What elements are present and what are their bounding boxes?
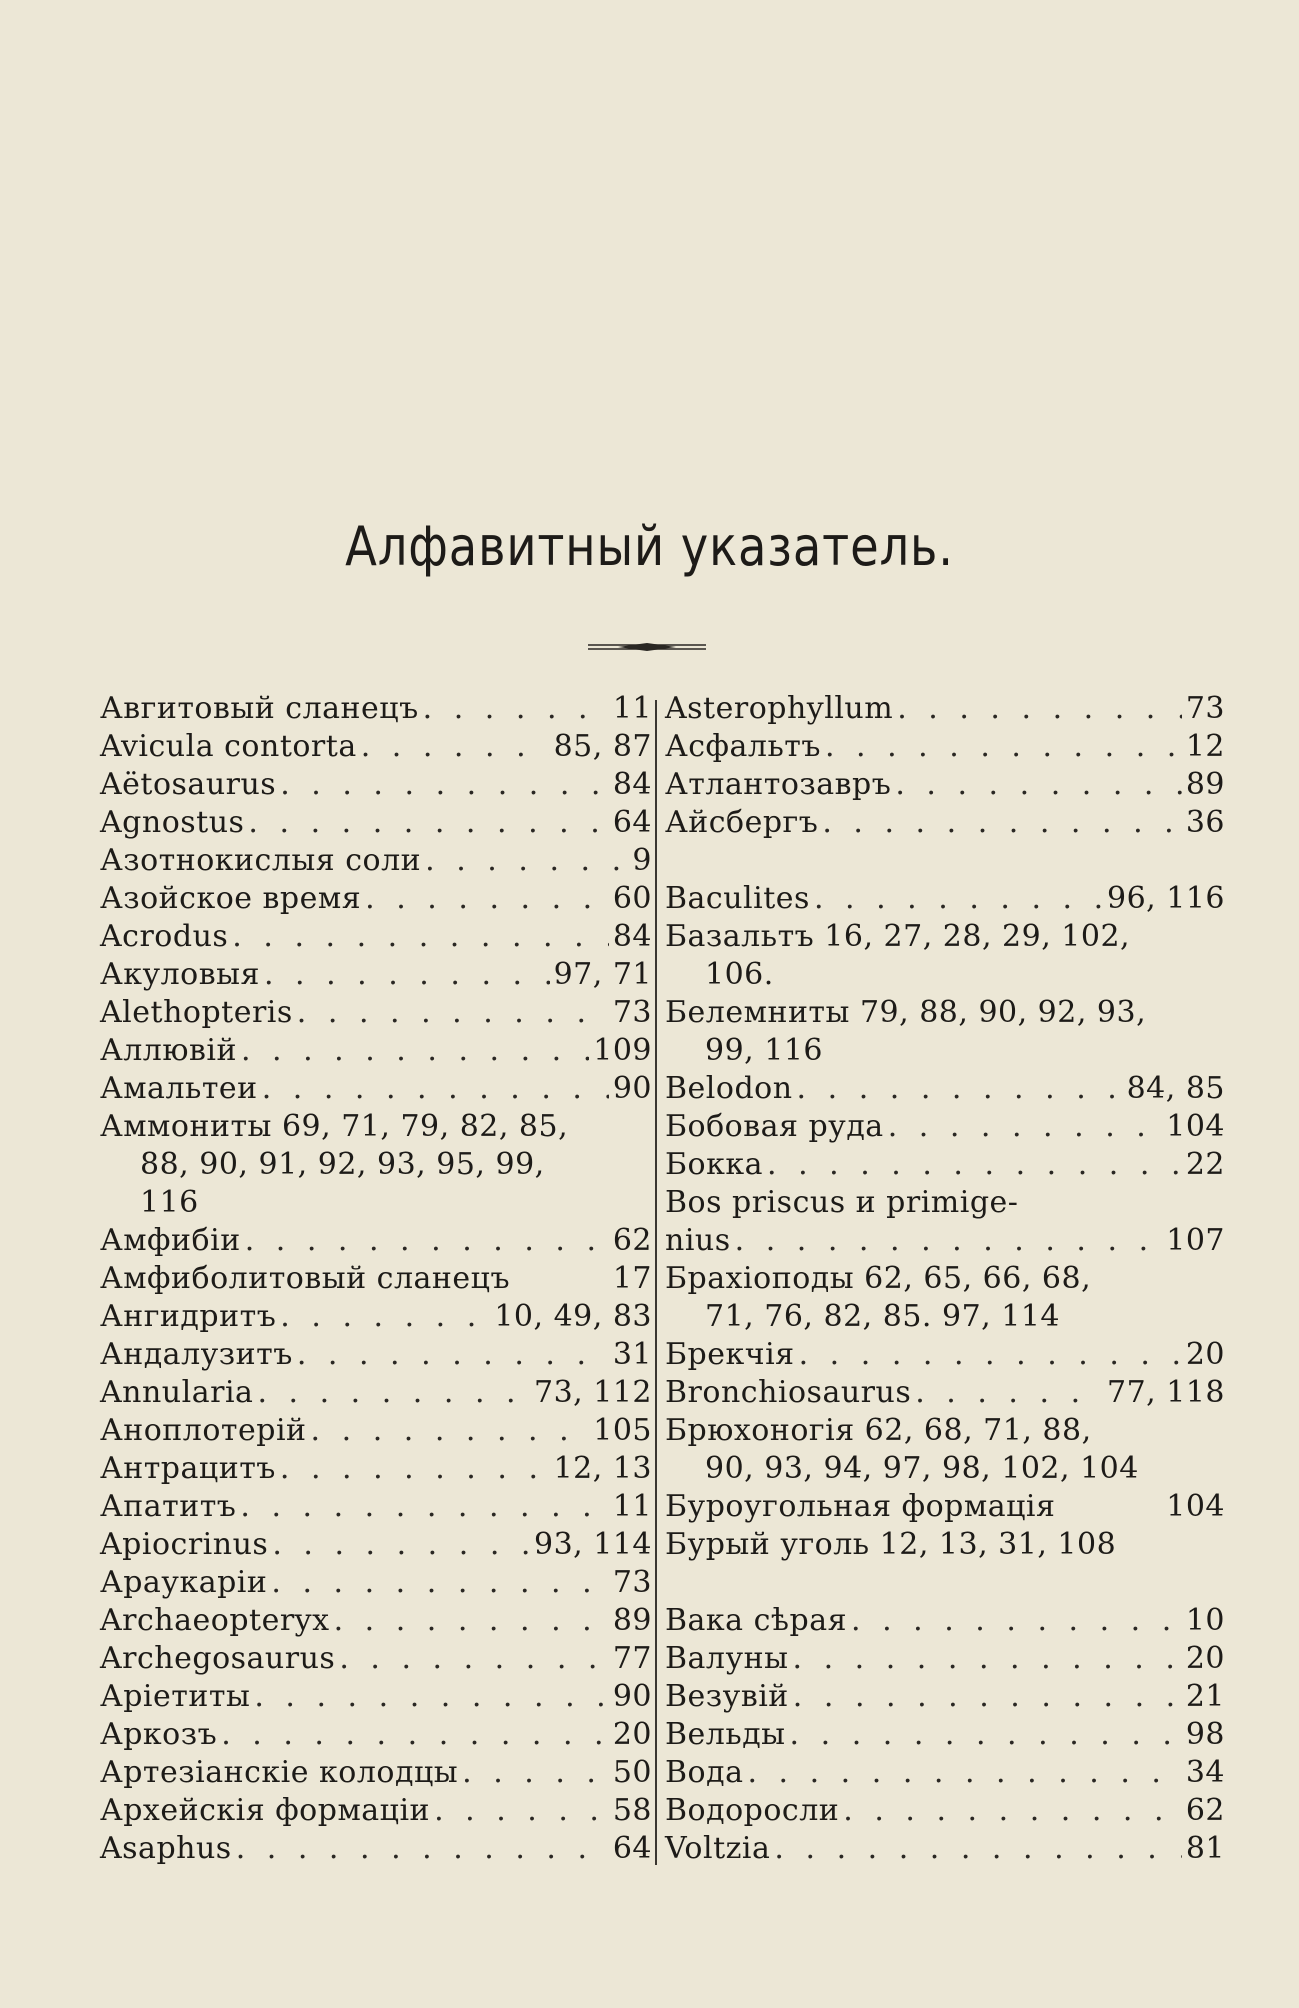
index-pages: 81: [1185, 1831, 1225, 1866]
index-pages: 12, 13: [553, 1451, 652, 1486]
index-entry-line: [665, 766, 1225, 804]
index-term: Брекчія: [665, 1337, 795, 1372]
index-pages: 58: [612, 1793, 652, 1828]
index-continuation: 99, 116: [705, 1033, 824, 1068]
index-term: Бурый уголь 12, 13, 31, 108: [665, 1527, 1117, 1562]
dot-leader: [245, 1222, 609, 1260]
index-entry-line: [665, 690, 1225, 728]
index-pages: 9: [632, 843, 652, 878]
index-entry: [665, 690, 1225, 728]
index-term: Asaphus: [100, 1831, 232, 1866]
index-pages: 20: [1185, 1337, 1225, 1372]
index-entry: [100, 1032, 652, 1070]
dot-leader: [297, 994, 609, 1032]
dot-leader: [735, 1222, 1163, 1260]
index-pages: 90: [612, 1071, 652, 1106]
index-entry-line: [100, 1108, 652, 1146]
index-entry-line: [665, 1526, 1225, 1564]
dot-leader: [825, 728, 1182, 766]
index-entry: [665, 918, 1225, 994]
index-entry-line: [665, 1412, 1225, 1450]
index-term: Аноплотерій: [100, 1413, 307, 1448]
index-entry: [665, 880, 1225, 918]
index-continuation: 71, 76, 82, 85. 97, 114: [705, 1299, 1060, 1334]
dot-leader: [297, 1336, 609, 1374]
dot-leader: [262, 1070, 609, 1108]
index-entry: [665, 1374, 1225, 1412]
index-entry-line: [100, 918, 652, 956]
index-term: Амфибіи: [100, 1223, 241, 1258]
index-term: Антрацитъ: [100, 1451, 276, 1486]
index-entry: [665, 1260, 1225, 1336]
index-pages: 104: [1166, 1489, 1225, 1524]
index-term: Брюхоногія 62, 68, 71, 88,: [665, 1413, 1092, 1448]
index-entry: [665, 1336, 1225, 1374]
dot-leader: [271, 1564, 608, 1602]
index-entry: [665, 1526, 1225, 1564]
index-pages: 22: [1185, 1147, 1225, 1182]
index-term: Belodon: [665, 1071, 793, 1106]
index-term: Азотнокислыя соли: [100, 843, 422, 878]
index-entry-line: [100, 1450, 652, 1488]
index-entry: [100, 1488, 652, 1526]
index-pages: 34: [1185, 1755, 1225, 1790]
index-pages: 60: [612, 881, 652, 916]
index-entry: [100, 1374, 652, 1412]
index-entry-line: [100, 956, 652, 994]
index-entry: [100, 1716, 652, 1754]
index-pages: 73: [612, 1565, 652, 1600]
dot-leader: [434, 1792, 609, 1830]
index-entry-line: [665, 1640, 1225, 1678]
dot-leader: [240, 1488, 608, 1526]
index-term: Везувій: [665, 1679, 789, 1714]
index-term: Вода: [665, 1755, 744, 1790]
dot-leader: [915, 1374, 1103, 1412]
index-pages: 12: [1185, 729, 1225, 764]
index-pages: 93, 114: [533, 1527, 652, 1562]
index-entry-line: [665, 1108, 1225, 1146]
index-term: Азойское время: [100, 881, 362, 916]
dot-leader: [462, 1754, 609, 1792]
index-term: Асфальтъ: [665, 729, 821, 764]
index-entry: [100, 1830, 652, 1868]
index-entry: [665, 728, 1225, 766]
index-term: Амфиболитовый сланецъ: [100, 1261, 511, 1296]
index-entry-line: [665, 1260, 1225, 1298]
dot-leader: [793, 1678, 1182, 1716]
index-term: Agnostus: [100, 805, 245, 840]
index-pages: 10, 49, 83: [494, 1299, 652, 1334]
index-pages: 73: [612, 995, 652, 1030]
index-entry: [100, 1222, 652, 1260]
index-pages: 97, 71: [553, 957, 652, 992]
index-entry: [100, 1754, 652, 1792]
index-entry-line: [665, 1678, 1225, 1716]
index-term: Вельды: [665, 1717, 786, 1752]
index-entry-line: [100, 1336, 652, 1374]
index-entry: [100, 1792, 652, 1830]
index-entry-line: [665, 1336, 1225, 1374]
dot-leader: [254, 1678, 608, 1716]
index-term: Apiocrinus: [100, 1527, 269, 1562]
index-pages: 20: [1185, 1641, 1225, 1676]
index-entry-line: [100, 842, 652, 880]
dot-leader: [851, 1602, 1182, 1640]
index-entry-line: [665, 880, 1225, 918]
index-entry: [100, 1412, 652, 1450]
dot-leader: [257, 1374, 530, 1412]
index-entry: [100, 766, 652, 804]
index-term: Ангидритъ: [100, 1299, 277, 1334]
index-term: Брахіоподы 62, 65, 66, 68,: [665, 1261, 1092, 1296]
index-term: Asterophyllum: [665, 691, 894, 726]
dot-leader: [774, 1830, 1181, 1868]
index-entry-line: [100, 1602, 652, 1640]
index-term: Базальтъ 16, 27, 28, 29, 102,: [665, 919, 1131, 954]
dot-leader: [425, 842, 628, 880]
index-entry: [665, 1108, 1225, 1146]
index-continuation: 116: [140, 1185, 199, 1220]
dot-leader: [221, 1716, 609, 1754]
index-term: Аркозъ: [100, 1717, 218, 1752]
index-entry-line: [665, 728, 1225, 766]
index-term: Alethopteris: [100, 995, 293, 1030]
dot-leader: [423, 690, 609, 728]
index-entry-line: [665, 1830, 1225, 1868]
index-entry: [100, 728, 652, 766]
dot-leader: [365, 880, 609, 918]
index-column-left: [100, 690, 652, 1868]
index-term: Voltzia: [665, 1831, 771, 1866]
dot-leader: [280, 766, 609, 804]
index-entry-line: [100, 1070, 652, 1108]
index-entry-line: [665, 1488, 1225, 1526]
index-pages: 10: [1185, 1603, 1225, 1638]
index-entry: [665, 1602, 1225, 1640]
index-term: Водоросли: [665, 1793, 840, 1828]
index-term: Бокка: [665, 1147, 763, 1182]
index-continuation: 106.: [705, 957, 774, 992]
section-gap: [665, 842, 1225, 880]
index-pages: 64: [612, 1831, 652, 1866]
index-pages: 89: [612, 1603, 652, 1638]
index-term: Annularia: [100, 1375, 254, 1410]
index-pages: 89: [1185, 767, 1225, 802]
dot-leader: [797, 1070, 1123, 1108]
index-entry: [665, 994, 1225, 1070]
dot-leader: [897, 690, 1182, 728]
index-entry-line: [100, 1374, 652, 1412]
index-entry-line: [100, 804, 652, 842]
dot-leader: [334, 1602, 609, 1640]
index-pages: 11: [612, 691, 652, 726]
index-entry-line: [665, 1374, 1225, 1412]
dot-leader: [232, 918, 609, 956]
index-entry: [100, 956, 652, 994]
index-pages: 62: [612, 1223, 652, 1258]
dot-leader: [264, 956, 550, 994]
index-pages: 21: [1185, 1679, 1225, 1714]
index-pages: 62: [1185, 1793, 1225, 1828]
dot-leader: [236, 1830, 609, 1868]
index-term: nius: [665, 1223, 731, 1258]
index-entry: [665, 1754, 1225, 1792]
index-entry: [100, 1070, 652, 1108]
index-term: Авгитовый сланецъ: [100, 691, 419, 726]
index-entry: [665, 1488, 1225, 1526]
dot-leader: [241, 1032, 589, 1070]
index-entry-line: [100, 766, 652, 804]
index-continuation: 90, 93, 94, 97, 98, 102, 104: [705, 1451, 1139, 1486]
index-entry-line: [100, 1678, 652, 1716]
index-entry-line: [100, 1526, 652, 1564]
index-entry-line: [665, 918, 1225, 956]
index-entry: [665, 1412, 1225, 1488]
index-entry-line: [665, 1754, 1225, 1792]
index-entry: [665, 1830, 1225, 1868]
index-continuation: 88, 90, 91, 92, 93, 95, 99,: [140, 1147, 545, 1182]
dot-leader: [280, 1298, 490, 1336]
index-entry-line: [100, 1754, 652, 1792]
index-entry-line: [100, 880, 652, 918]
index-term: Белемниты 79, 88, 90, 92, 93,: [665, 995, 1147, 1030]
dot-leader: [311, 1412, 590, 1450]
index-term: Acrodus: [100, 919, 229, 954]
index-term: Аллювій: [100, 1033, 237, 1068]
column-divider: [655, 700, 657, 1865]
index-entry: [665, 1146, 1225, 1184]
index-pages: 36: [1185, 805, 1225, 840]
index-entry-line: [100, 1640, 652, 1678]
index-entry-line: [100, 1564, 652, 1602]
index-pages: 96, 116: [1106, 881, 1225, 916]
dot-leader: [790, 1716, 1182, 1754]
index-pages: 73: [1185, 691, 1225, 726]
index-pages: 84: [612, 767, 652, 802]
dot-leader: [799, 1336, 1182, 1374]
dot-leader: [280, 1450, 550, 1488]
index-pages: 85, 87: [553, 729, 652, 764]
index-entry: [100, 1678, 652, 1716]
index-entry: [665, 804, 1225, 842]
index-columns: [100, 690, 1225, 1890]
index-entry-line: [100, 1032, 652, 1070]
index-term: Аммониты 69, 71, 79, 82, 85,: [100, 1109, 569, 1144]
index-term: Бобовая руда: [665, 1109, 884, 1144]
index-term: Апатитъ: [100, 1489, 237, 1524]
dot-leader: [339, 1640, 609, 1678]
index-term: Bronchiosaurus: [665, 1375, 912, 1410]
dot-leader: [814, 880, 1103, 918]
index-entry-line: [100, 728, 652, 766]
index-entry: [665, 1222, 1225, 1260]
index-term: Архейскія формаціи: [100, 1793, 431, 1828]
index-entry-line: [100, 690, 652, 728]
index-pages: 50: [612, 1755, 652, 1790]
index-entry-line: [665, 1184, 1225, 1222]
index-entry: [100, 1260, 652, 1298]
index-entry: [665, 1184, 1225, 1222]
index-pages: 73, 112: [533, 1375, 652, 1410]
index-entry-line: [100, 1298, 652, 1336]
index-term: Avicula contorta: [100, 729, 357, 764]
index-entry: [100, 1640, 652, 1678]
index-entry: [100, 918, 652, 956]
index-entry: [100, 1450, 652, 1488]
index-entry: [100, 880, 652, 918]
index-term: Валуны: [665, 1641, 789, 1676]
dot-leader: [361, 728, 550, 766]
index-pages: 90: [612, 1679, 652, 1714]
dot-leader: [767, 1146, 1182, 1184]
index-term: Атлантозавръ: [665, 767, 892, 802]
index-pages: 77: [612, 1641, 652, 1676]
index-term: Archaeopteryx: [100, 1603, 330, 1638]
dot-leader: [822, 804, 1181, 842]
index-term: Aëtosaurus: [100, 767, 277, 802]
index-term: Артезіанскіе колодцы: [100, 1755, 459, 1790]
index-pages: 98: [1185, 1717, 1225, 1752]
index-entry-line: [100, 1830, 652, 1868]
index-pages: 84, 85: [1126, 1071, 1225, 1106]
title-ornament: [588, 640, 706, 654]
index-entry-line: [100, 994, 652, 1032]
index-term: Акуловыя: [100, 957, 260, 992]
dot-leader: [248, 804, 608, 842]
index-entry-line: [100, 1792, 652, 1830]
index-entry: [665, 1716, 1225, 1754]
index-term: Амальтеи: [100, 1071, 258, 1106]
index-entry: [665, 1792, 1225, 1830]
index-entry-line: [665, 1792, 1225, 1830]
index-entry-line: [665, 1146, 1225, 1184]
index-entry-line: [100, 1716, 652, 1754]
index-entry-line: [100, 1488, 652, 1526]
index-column-right: [665, 690, 1225, 1868]
index-entry-line: [665, 1716, 1225, 1754]
index-entry: [100, 1564, 652, 1602]
index-term: Буроугольная формація: [665, 1489, 1056, 1524]
index-pages: 105: [593, 1413, 652, 1448]
index-term: Archegosaurus: [100, 1641, 336, 1676]
index-pages: 17: [612, 1261, 652, 1296]
page-title: Алфавитный указатель.: [345, 515, 954, 578]
index-entry-line: [665, 994, 1225, 1032]
index-entry: [100, 994, 652, 1032]
index-term: Bos priscus и primige-: [665, 1185, 1019, 1220]
index-entry: [100, 690, 652, 728]
index-term: Араукаріи: [100, 1565, 268, 1600]
index-entry-line: [100, 1260, 652, 1298]
dot-leader: [888, 1108, 1163, 1146]
index-entry: [100, 1526, 652, 1564]
section-gap: [665, 1564, 1225, 1602]
index-entry-line: [665, 1222, 1225, 1260]
dot-leader: [895, 766, 1181, 804]
index-pages: 64: [612, 805, 652, 840]
index-entry-line: [100, 1412, 652, 1450]
index-pages: 31: [612, 1337, 652, 1372]
index-pages: 109: [593, 1033, 652, 1068]
index-entry: [665, 1640, 1225, 1678]
dot-leader: [272, 1526, 530, 1564]
index-entry: [100, 1108, 652, 1222]
index-entry: [100, 1298, 652, 1336]
dot-leader: [747, 1754, 1181, 1792]
index-pages: 104: [1166, 1109, 1225, 1144]
index-entry: [100, 842, 652, 880]
index-entry: [100, 1336, 652, 1374]
index-pages: 77, 118: [1106, 1375, 1225, 1410]
index-entry: [100, 804, 652, 842]
index-term: Айсбергъ: [665, 805, 819, 840]
index-entry: [665, 766, 1225, 804]
index-pages: 20: [612, 1717, 652, 1752]
index-entry-line: [665, 1602, 1225, 1640]
index-entry: [100, 1602, 652, 1640]
index-pages: 11: [612, 1489, 652, 1524]
index-term: Аріетиты: [100, 1679, 251, 1714]
index-entry: [665, 1070, 1225, 1108]
index-entry-line: [665, 804, 1225, 842]
dot-leader: [843, 1792, 1182, 1830]
index-term: Вака сѣрая: [665, 1603, 848, 1638]
index-term: Андалузитъ: [100, 1337, 293, 1372]
index-entry-line: [100, 1222, 652, 1260]
index-pages: 107: [1166, 1223, 1225, 1258]
index-entry-line: [665, 1070, 1225, 1108]
index-entry: [665, 1678, 1225, 1716]
index-term: Baculites: [665, 881, 810, 916]
dot-leader: [793, 1640, 1182, 1678]
index-pages: 84: [612, 919, 652, 954]
